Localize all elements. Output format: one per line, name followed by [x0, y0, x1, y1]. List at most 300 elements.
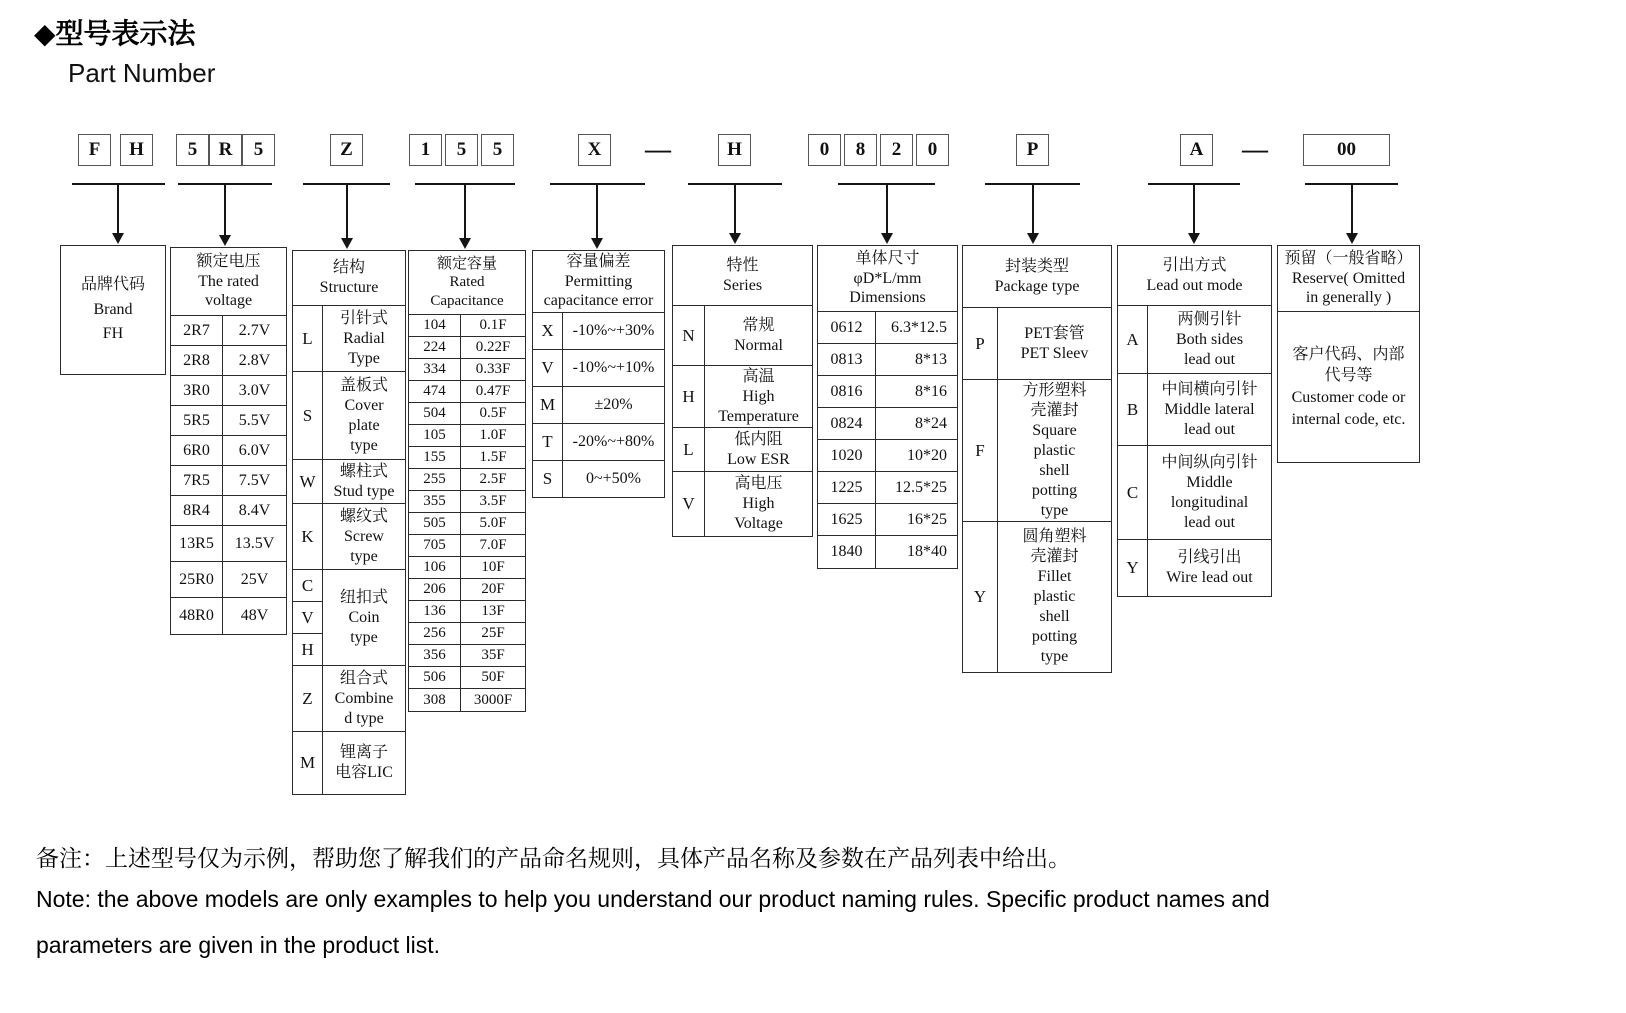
code-cell: 2R7	[171, 316, 223, 345]
header-line: Rated	[449, 274, 485, 291]
desc-line: 组合式	[339, 669, 388, 687]
desc-line: Radial	[343, 329, 385, 347]
table-row	[818, 440, 957, 472]
desc-line: Square	[1032, 421, 1077, 439]
desc-line: lead out	[1183, 420, 1236, 438]
desc-line: High	[742, 495, 775, 512]
value-cell: 5.0F	[479, 515, 507, 531]
desc-line: 高电压	[734, 475, 783, 492]
value-cell: 10F	[481, 559, 505, 575]
part-code-box: H	[718, 134, 751, 166]
desc-cell	[323, 460, 405, 503]
table-header	[818, 246, 957, 312]
table-row	[533, 461, 664, 497]
code-cell: L	[293, 306, 323, 371]
table-row	[409, 513, 525, 535]
desc-cell	[323, 306, 405, 371]
code-cell: 504	[409, 403, 461, 424]
code-cell: B	[1118, 374, 1148, 445]
connector-stem	[1032, 183, 1034, 234]
desc-cell	[563, 424, 664, 460]
desc-line: plastic	[1033, 588, 1076, 605]
value-cell: 3.5F	[479, 493, 507, 509]
header-line: Structure	[319, 279, 379, 296]
connector-stem	[117, 183, 119, 234]
table-row	[673, 306, 812, 366]
table-row	[171, 598, 286, 634]
value-cell: 13.5V	[234, 534, 275, 552]
code-cell: 6R0	[171, 436, 223, 465]
desc-line: Stud type	[333, 482, 395, 500]
code-cell: 356	[409, 645, 461, 666]
desc-line: 常规	[742, 316, 775, 334]
desc-line: 引针式	[339, 309, 388, 327]
page-title-zh: ◆型号表示法	[34, 18, 196, 49]
header-line: 结构	[332, 259, 365, 277]
page-title-en: Part Number	[68, 58, 216, 88]
code-cell: 474	[409, 381, 461, 402]
part-code-box: 1	[409, 134, 442, 166]
code-cell: C	[293, 570, 322, 602]
arrow-down-icon	[112, 233, 124, 244]
part-code-box: 0	[808, 134, 841, 166]
label-line: Customer code or	[1291, 389, 1406, 406]
code-cell: 308	[409, 689, 461, 711]
table-header	[673, 246, 812, 306]
table-row	[171, 466, 286, 496]
table-row	[409, 623, 525, 645]
part-code-box: 2	[880, 134, 913, 166]
header-line: 容量偏差	[566, 253, 631, 271]
table-row	[963, 308, 1111, 380]
table-row	[171, 406, 286, 436]
code-cell: 3R0	[171, 376, 223, 405]
label-line: internal code, etc.	[1291, 410, 1406, 428]
desc-cell	[323, 666, 405, 731]
dash-separator: —	[1242, 135, 1268, 164]
desc-line: 螺柱式	[339, 462, 388, 480]
arrow-down-icon	[881, 233, 893, 244]
value-cell: 6.3*12.5	[891, 318, 947, 336]
desc-line: shell	[1039, 461, 1070, 479]
part-code-box: F	[78, 134, 111, 166]
desc-line: 锂离子	[339, 744, 388, 761]
table-row	[673, 428, 812, 472]
code-cell: V	[533, 350, 563, 386]
table-row	[409, 403, 525, 425]
header-line: 单体尺寸	[855, 250, 920, 268]
desc-line: PET套管	[1024, 324, 1085, 342]
code-cell: 255	[409, 469, 461, 490]
part-code-box: X	[578, 134, 611, 166]
code-cell: 2R8	[171, 346, 223, 375]
part-code-box: 5	[176, 134, 209, 166]
table-row	[171, 526, 286, 562]
value-cell: 5.5V	[238, 411, 271, 429]
table-structure	[292, 250, 406, 795]
value-cell: 0.22F	[475, 339, 511, 355]
code-cell: Y	[963, 522, 998, 672]
code-cell: X	[533, 313, 563, 349]
header-line: φD*L/mm	[853, 269, 922, 287]
note-zh: 备注：上述型号仅为示例，帮助您了解我们的产品命名规则，具体产品名称及参数在产品列表中给出。	[36, 845, 1071, 871]
table-series	[672, 245, 813, 537]
header-line: 额定电压	[196, 253, 261, 271]
code-cell: 0824	[818, 408, 876, 439]
table-row	[533, 424, 664, 461]
value-cell: 0.5F	[479, 405, 507, 421]
table-row	[293, 570, 405, 666]
desc-line: 中间纵向引针	[1161, 453, 1258, 471]
arrow-down-icon	[341, 238, 353, 249]
desc-line: potting	[1031, 481, 1078, 499]
part-code-box: Z	[330, 134, 363, 166]
code-cell: 705	[409, 535, 461, 556]
header-line: Reserve( Omitted	[1291, 269, 1406, 287]
desc-line: plastic	[1033, 441, 1076, 459]
desc-line: shell	[1039, 608, 1070, 625]
desc-line: 引线引出	[1177, 549, 1242, 566]
desc-line: 圆角塑料	[1022, 528, 1087, 545]
dash-separator: —	[645, 135, 671, 164]
connector-stem	[346, 183, 348, 239]
desc-cell	[563, 350, 664, 386]
table-row	[409, 359, 525, 381]
header-line: in generally )	[1305, 289, 1392, 307]
table-row	[409, 447, 525, 469]
label-line: FH	[102, 325, 124, 343]
table-row	[1118, 306, 1271, 374]
desc-cell	[998, 522, 1111, 672]
desc-line: 盖板式	[339, 376, 388, 394]
code-cell: 0816	[818, 376, 876, 407]
desc-line: Middle	[1186, 473, 1233, 491]
code-cell: 224	[409, 337, 461, 358]
connector-stem	[734, 183, 736, 234]
desc-line: Type	[348, 349, 380, 367]
value-cell: 8*13	[915, 350, 947, 368]
value-cell: 0.1F	[479, 317, 507, 333]
table-package	[962, 245, 1112, 673]
header-line: Series	[722, 276, 763, 294]
arrow-down-icon	[1027, 233, 1039, 244]
desc-line: 低内阻	[734, 430, 783, 448]
part-code-box: R	[209, 134, 242, 166]
value-cell: 7.0F	[479, 537, 507, 553]
code-cell: 7R5	[171, 466, 223, 495]
table-row	[409, 337, 525, 359]
label-line: 客户代码、内部	[1292, 345, 1405, 363]
desc-cell	[323, 372, 405, 459]
desc-line: longitudinal	[1170, 493, 1249, 511]
desc-cell	[323, 570, 405, 665]
value-cell: 0.47F	[475, 383, 511, 399]
table-error	[532, 250, 665, 498]
table-row	[171, 436, 286, 466]
table-body	[1278, 312, 1419, 462]
table-row	[818, 472, 957, 504]
header-line: Permitting	[564, 272, 633, 290]
table-header	[1278, 246, 1419, 312]
code-cell: K	[293, 504, 323, 569]
code-cell: 355	[409, 491, 461, 512]
value-cell: 12.5*25	[895, 478, 947, 496]
desc-line: 方形塑料	[1022, 381, 1087, 399]
part-code-box: 5	[445, 134, 478, 166]
table-row	[409, 689, 525, 711]
code-cell: 1225	[818, 472, 876, 503]
header-line: Package type	[994, 277, 1080, 295]
table-row	[171, 316, 286, 346]
code-cell: M	[533, 387, 563, 423]
desc-line: Middle lateral	[1164, 400, 1255, 418]
arrow-down-icon	[1346, 233, 1358, 244]
desc-line: Wire lead out	[1166, 569, 1253, 586]
code-cell: 256	[409, 623, 461, 644]
code-cell: 136	[409, 601, 461, 622]
code-cell: 104	[409, 315, 461, 336]
table-brand	[60, 245, 166, 375]
table-row	[533, 313, 664, 350]
value-cell: 1.5F	[479, 449, 507, 465]
desc-line: -10%~+10%	[572, 359, 655, 376]
code-cell: M	[293, 732, 323, 794]
desc-cell	[323, 504, 405, 569]
code-cell: 155	[409, 447, 461, 468]
arrow-down-icon	[591, 238, 603, 249]
part-code-box: H	[120, 134, 153, 166]
header-line: Dimensions	[849, 289, 926, 307]
value-cell: 25F	[481, 625, 505, 641]
label-line: 品牌代码	[80, 275, 145, 293]
table-row	[293, 504, 405, 570]
connector-stem	[596, 183, 598, 239]
desc-line: PET Sleev	[1020, 344, 1089, 362]
value-cell: 1.0F	[479, 427, 507, 443]
table-row	[673, 472, 812, 536]
table-row	[409, 579, 525, 601]
code-cell: 0612	[818, 312, 876, 343]
desc-line: 纽扣式	[339, 588, 388, 606]
code-cell-group	[293, 570, 323, 665]
code-cell: Z	[293, 666, 323, 731]
code-cell: W	[293, 460, 323, 503]
table-header	[409, 251, 525, 315]
desc-cell	[1148, 306, 1271, 373]
note-en-line1: Note: the above models are only examples to help you understand our product naming rules. Specific product names and	[36, 886, 1270, 912]
value-cell: 10*20	[907, 446, 947, 464]
table-row	[171, 346, 286, 376]
desc-line: 0~+50%	[585, 470, 641, 487]
table-capacitance	[408, 250, 526, 712]
table-header	[533, 251, 664, 313]
code-cell: Y	[1118, 540, 1148, 596]
connector-stem	[886, 183, 888, 234]
value-cell: 48V	[240, 607, 269, 624]
code-cell: N	[673, 306, 705, 365]
table-row	[293, 372, 405, 460]
part-code-box: 8	[844, 134, 877, 166]
code-cell: S	[533, 461, 563, 497]
code-cell: 506	[409, 667, 461, 688]
code-cell: V	[673, 472, 705, 536]
desc-cell	[1148, 446, 1271, 539]
code-cell: 1625	[818, 504, 876, 535]
connector-stem	[1193, 183, 1195, 234]
value-cell: 18*40	[907, 543, 947, 560]
table-row	[293, 666, 405, 732]
header-line: 封装类型	[1004, 257, 1069, 275]
desc-line: Voltage	[734, 515, 783, 532]
desc-cell	[563, 313, 664, 349]
desc-line: d type	[344, 709, 384, 727]
table-row	[409, 315, 525, 337]
table-header	[963, 246, 1111, 308]
desc-line: plate	[348, 416, 380, 434]
code-cell: H	[301, 639, 314, 659]
code-cell: 5R5	[171, 406, 223, 435]
code-cell: 1020	[818, 440, 876, 471]
table-row	[818, 376, 957, 408]
table-row	[409, 535, 525, 557]
desc-line: type	[1040, 501, 1069, 519]
value-cell: 8.4V	[238, 501, 271, 519]
table-voltage	[170, 247, 287, 635]
desc-line: 电容LIC	[335, 764, 393, 781]
table-row	[1118, 540, 1271, 596]
table-header	[293, 251, 405, 306]
value-cell: 6.0V	[238, 441, 271, 459]
connector-stem	[464, 183, 466, 239]
desc-cell	[998, 308, 1111, 379]
table-row	[818, 536, 957, 568]
part-code-box: 00	[1303, 134, 1390, 166]
desc-line: Fillet	[1037, 568, 1072, 585]
header-line: 特性	[726, 256, 759, 274]
desc-line: Cover	[344, 396, 384, 414]
desc-cell	[1148, 374, 1271, 445]
part-code-box: P	[1016, 134, 1049, 166]
table-row	[533, 350, 664, 387]
desc-line: Normal	[734, 336, 783, 354]
desc-line: 高温	[742, 367, 775, 385]
code-cell: 106	[409, 557, 461, 578]
code-cell: 48R0	[171, 598, 223, 634]
desc-line: 螺纹式	[339, 507, 388, 525]
desc-line: Coin	[348, 608, 380, 626]
part-code-box: 0	[916, 134, 949, 166]
desc-line: 壳灌封	[1030, 401, 1079, 419]
table-row	[409, 667, 525, 689]
arrow-down-icon	[1188, 233, 1200, 244]
table-row	[293, 306, 405, 372]
table-row	[963, 522, 1111, 672]
header-line: 引出方式	[1162, 256, 1227, 274]
desc-line: lead out	[1183, 513, 1236, 531]
desc-line: 中间横向引针	[1161, 380, 1258, 398]
arrow-down-icon	[459, 238, 471, 249]
code-cell: 8R4	[171, 496, 223, 525]
table-row	[818, 312, 957, 344]
table-row	[963, 380, 1111, 522]
code-cell: 334	[409, 359, 461, 380]
table-row	[818, 408, 957, 440]
desc-cell	[705, 428, 812, 471]
code-cell: P	[963, 308, 998, 379]
header-line: voltage	[204, 292, 253, 310]
label-line: Brand	[93, 300, 133, 318]
code-cell: F	[963, 380, 998, 521]
desc-cell	[563, 461, 664, 497]
table-row	[409, 557, 525, 579]
value-cell: 8*24	[915, 414, 947, 432]
value-cell: 16*25	[907, 510, 947, 528]
value-cell: 2.7V	[238, 321, 271, 339]
value-cell: 25V	[240, 570, 269, 588]
desc-line: -20%~+80%	[572, 433, 655, 450]
desc-line: Screw	[344, 527, 384, 545]
value-cell: 0.33F	[475, 361, 511, 377]
table-leadout	[1117, 245, 1272, 597]
header-line: Capacitance	[430, 292, 504, 309]
desc-line: Combine	[334, 689, 394, 707]
value-cell: 7.5V	[238, 471, 271, 489]
desc-line: type	[350, 547, 378, 565]
code-cell: 105	[409, 425, 461, 446]
desc-cell	[563, 387, 664, 423]
code-cell: 505	[409, 513, 461, 534]
code-cell: C	[1118, 446, 1148, 539]
table-row	[171, 562, 286, 598]
value-cell: 2.8V	[238, 351, 271, 369]
desc-cell	[705, 366, 812, 427]
table-row	[293, 460, 405, 504]
code-cell: 206	[409, 579, 461, 600]
value-cell: 20F	[481, 581, 505, 597]
table-row	[293, 732, 405, 794]
table-reserve	[1277, 245, 1420, 463]
desc-line: 壳灌封	[1030, 548, 1079, 565]
table-row	[533, 387, 664, 424]
desc-cell	[705, 306, 812, 365]
code-cell: 25R0	[171, 562, 223, 597]
code-cell: 13R5	[171, 526, 223, 561]
desc-line: Low ESR	[727, 450, 790, 468]
table-row	[673, 366, 812, 428]
note-en-line2: parameters are given in the product list.	[36, 932, 440, 958]
table-row	[409, 469, 525, 491]
desc-line: type	[350, 628, 378, 646]
header-line: Lead out mode	[1146, 276, 1243, 294]
table-row	[818, 504, 957, 536]
table-row	[409, 491, 525, 513]
code-cell: S	[293, 372, 323, 459]
header-line: capacitance error	[543, 292, 654, 310]
arrow-down-icon	[219, 235, 231, 246]
table-row	[409, 601, 525, 623]
header-line: 额定容量	[436, 256, 497, 273]
desc-line: -10%~+30%	[572, 322, 655, 339]
desc-cell	[998, 380, 1111, 521]
table-row	[409, 381, 525, 403]
code-cell: H	[673, 366, 705, 427]
code-cell: 1840	[818, 536, 876, 568]
desc-line: 两侧引针	[1177, 310, 1242, 328]
desc-line: ±20%	[594, 396, 633, 413]
table-row	[409, 645, 525, 667]
value-cell: 8*16	[915, 382, 947, 400]
desc-line: High	[742, 387, 775, 405]
